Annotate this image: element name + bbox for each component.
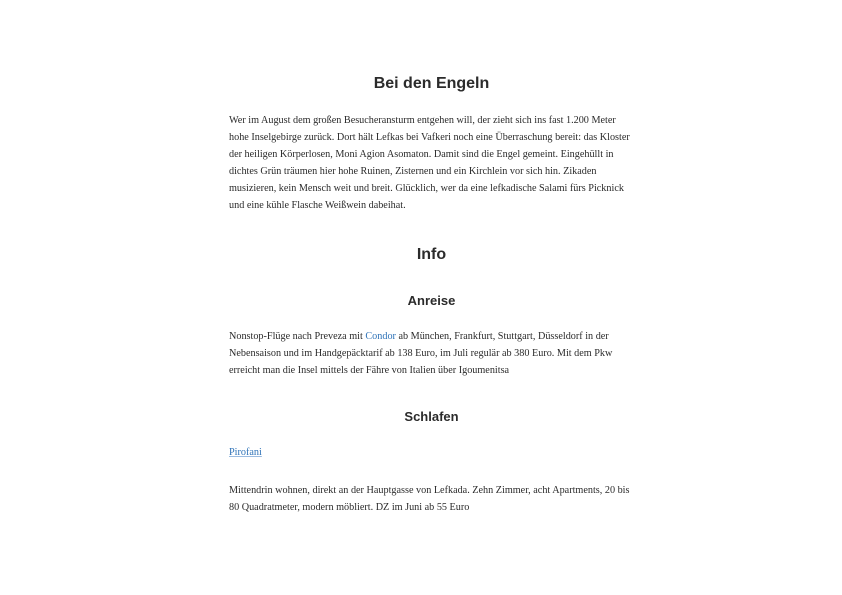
subheading-schlafen: Schlafen bbox=[404, 409, 459, 424]
section-paragraph-engeln: Wer im August dem großen Besucheransturm entgehen will, der zieht sich ins fast 1.200 Meter hohe Inselgebirge zurück. Dort hält Lefkas bei Vafkeri noch eine Überraschung bereit: das Kloster der heiligen Körperlosen, Moni Agion Asomaton. Damit sind die Engel gemeint. Eingehüllt in dichtes Grün träumen hier hohe Ruinen, Zisternen und ein Kirchlein vor sich hin. Zikaden musizieren, kein Mensch weit und breit. Glücklich, wer da eine lefkadische Salami fürs Picknick und eine kühle Flasche Weißwein dabeihat. bbox=[229, 115, 630, 211]
section-heading-bei-den-engeln: Bei den Engeln bbox=[373, 75, 490, 92]
anreise-text-before: Nonstop-Flüge nach Preveza mit bbox=[229, 331, 366, 342]
subheading-anreise: Anreise bbox=[407, 293, 456, 308]
pirofani-link[interactable]: Pirofani bbox=[229, 447, 262, 458]
section-heading-info: Info bbox=[416, 246, 447, 263]
schlafen-paragraph: Mittendrin wohnen, direkt an der Hauptgasse von Lefkada. Zehn Zimmer, acht Apartments, 20 bis 80 Quadratmeter, modern möbliert. DZ im Juni ab 55 Euro bbox=[229, 485, 630, 513]
condor-link[interactable]: Condor bbox=[365, 331, 396, 342]
pirofani-paragraph bbox=[229, 444, 634, 461]
anreise-text-after: ab München, Frankfurt, Stuttgart, Düsseldorf in der Nebensaison und im Handgepäcktarif ab 138 Euro, im Juli regulär ab 380 Euro. Mit dem Pkw erreicht man die Insel mittels der Fähre von Italien über Igoumenitsa bbox=[229, 331, 613, 376]
anreise-paragraph bbox=[229, 328, 634, 379]
